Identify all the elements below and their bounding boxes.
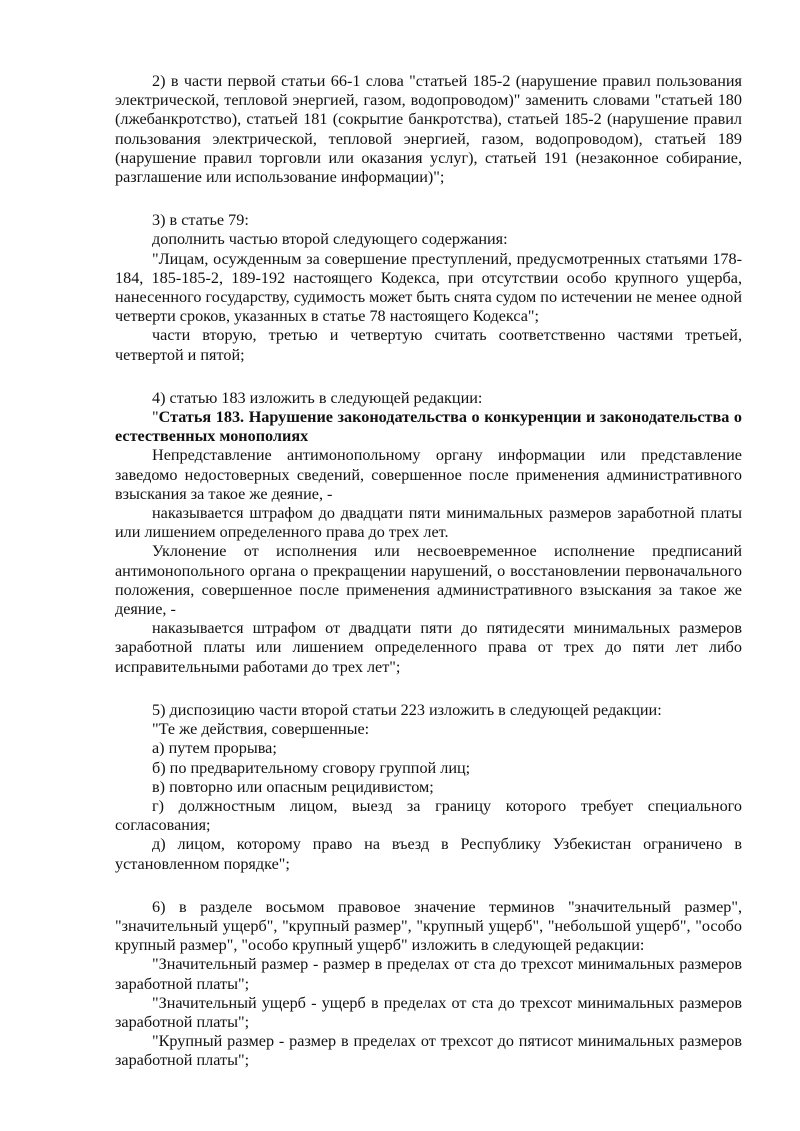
paragraph-item-3: 3) в статье 79: [152, 211, 249, 230]
list-item-g: г) должностным лицом, выезд за границу которого требует специального согласования; [115, 796, 742, 835]
list-item-b: б) по предварительному сговору группой лиц; [152, 758, 471, 777]
paragraph-item-4: 4) статью 183 изложить в следующей редакции: [152, 388, 483, 407]
paragraph-same-actions: "Те же действия, совершенные: [152, 720, 370, 739]
list-item-d: д) лицом, которому право на въезд в Республику Узбекистан ограничено в установленном порядке"; [115, 835, 742, 873]
paragraph-renumber-parts: части вторую, третью и четвертую считать соответственно частями третьей, четвертой и пятой; [115, 326, 742, 364]
list-item-v: в) повторно или опасным рецидивистом; [152, 777, 434, 796]
paragraph-article-sanction-2: наказывается штрафом от двадцати пяти до пятидесяти минимальных размеров заработной платы или лишением определенного права от трех до пяти лет либо исправительными работами до трех лет"; [115, 619, 742, 676]
document-page [115, 72, 742, 1071]
paragraph-article-sanction-1: наказывается штрафом до двадцати пяти минимальных размеров заработной платы или лишением определенного права до трех лет. [115, 504, 742, 542]
article-heading [115, 408, 742, 446]
spacer [115, 187, 742, 211]
paragraph-item-5: 5) диспозицию части второй статьи 223 изложить в следующей редакции: [152, 700, 662, 719]
paragraph-item-2: 2) в части первой статьи 66-1 слова "статьей 185-2 (нарушение правил пользования электрической, тепловой энергией, газом, водопроводом)" заменить словами "статьей 180 (лжебанкротство), статьей 181 (сокрытие банкротства), статьей 185-2 (нарушение правил пользования электрической, тепловой энергией, газом, водопроводом), статьей 189 (нарушение правил торговли или оказания услуг), статьей 191 (незаконное собирание, разглашение или использование информации)"; [115, 72, 742, 187]
definition-large-size: "Крупный размер - размер в пределах от трехсот до пятисот минимальных размеров заработной платы"; [115, 1032, 742, 1070]
list-item-a: а) путем прорыва; [152, 739, 277, 758]
spacer [115, 365, 742, 389]
paragraph-quoted-text: "Лицам, осужденным за совершение преступлений, предусмотренных статьями 178-184, 185-185-2, 189-192 настоящего Кодекса, при отсутствии особо крупного ущерба, нанесенного государству, судимость может быть снята судом по истечении не менее одной четверти сроков, указанных в статье 78 настоящего Кодекса"; [115, 249, 742, 326]
definition-significant-damage: "Значительный ущерб - ущерб в пределах от ста до трехсот минимальных размеров заработной платы"; [115, 993, 742, 1031]
paragraph-addition-intro: дополнить частью второй следующего содержания: [152, 230, 508, 249]
article-heading-text: Статья 183. Нарушение законодательства о конкуренции и законодательства о естественных монополиях [115, 408, 742, 446]
spacer [115, 677, 742, 701]
article-heading-quote: " [152, 408, 159, 427]
paragraph-item-6: 6) в разделе восьмом правовое значение терминов "значительный размер", "значительный ущерб", "крупный размер", "крупный ущерб", "небольшой ущерб", "особо крупный размер", "особо крупный ущерб" изложить в следующей редакции: [115, 897, 742, 955]
paragraph-article-part-1: Непредставление антимонопольному органу информации или представление заведомо недостоверных сведений, совершенное после применения административного взыскания за такое же деяние, - [115, 446, 742, 503]
spacer [115, 874, 742, 898]
definition-significant-size: "Значительный размер - размер в пределах от ста до трехсот минимальных размеров заработной платы"; [115, 955, 742, 993]
paragraph-article-part-2: Уклонение от исполнения или несвоевременное исполнение предписаний антимонопольного органа о прекращении нарушений, о восстановлении первоначального положения, совершенное после применения административного взыскания за такое же деяние, - [115, 542, 742, 619]
